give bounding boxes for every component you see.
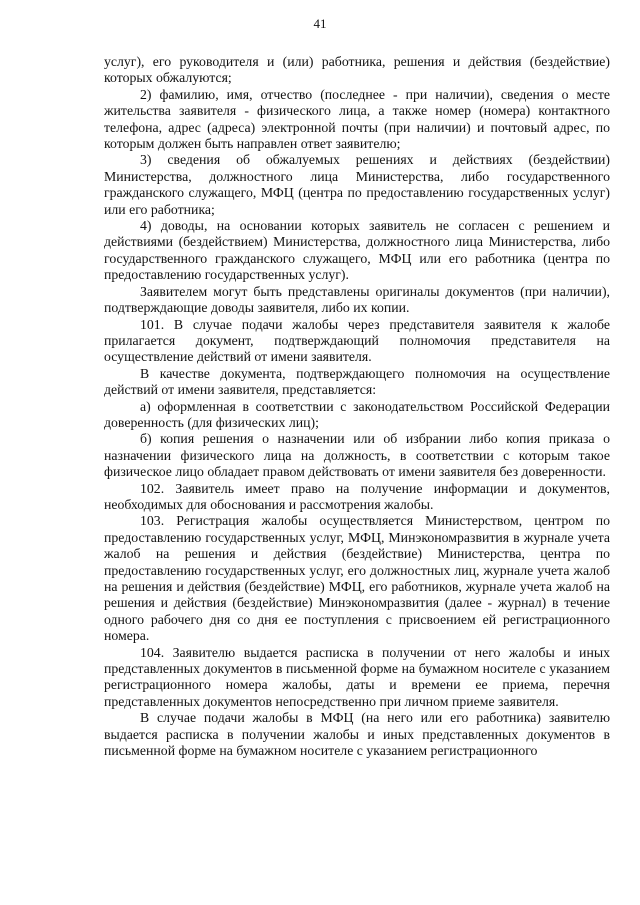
paragraph: В качестве документа, подтверждающего полномочия на осуществление действий от имени заявителя, представляется: [104,365,610,398]
paragraph: Заявителем могут быть представлены оригиналы документов (при наличии), подтверждающие доводы заявителя, либо их копии. [104,283,610,316]
paragraph-104: 104. Заявителю выдается расписка в получении от него жалобы и иных представленных документов в письменной форме на бумажном носителе с указанием регистрационного номера жалобы, даты и времени ее приема, перечня представленных документов непосредственно при личном приеме заявителя. [104,644,610,709]
paragraph-item-4: 4) доводы, на основании которых заявитель не согласен с решением и действиями (бездействием) Министерства, должностного лица Министерства, либо государственного гражданского служащего, МФЦ или его работника (центра по предоставлению государственных услуг). [104,218,610,283]
paragraph-102: 102. Заявитель имеет право на получение информации и документов, необходимых для обоснования и рассмотрения жалобы. [104,480,610,512]
document-body [104,54,610,759]
paragraph-item-a: а) оформленная в соответствии с законодательством Российской Федерации доверенность (для физических лиц); [104,398,610,430]
paragraph-item-b: б) копия решения о назначении или об избрании либо копия приказа о назначении физического лица на должность, в соответствии с которым такое физическое лицо обладает правом действовать от имени заявителя без доверенности. [104,431,610,480]
paragraph: В случае подачи жалобы в МФЦ (на него или его работника) заявителю выдается расписка в получении жалобы и иных представленных документов в письменной форме на бумажном носителе с указанием регистрационного [104,710,610,759]
paragraph-item-2: 2) фамилию, имя, отчество (последнее - при наличии), сведения о месте жительства заявителя - физического лица, а также номер (номера) контактного телефона, адрес (адреса) электронной почты (при наличии) и почтовый адрес, по которым должен быть направлен ответ заявителю; [104,86,610,152]
paragraph-item-3: 3) сведения об обжалуемых решениях и действиях (бездействии) Министерства, должностного лица Министерства, либо государственного гражданского служащего, МФЦ (центра по предоставлению государственных услуг) или его работника; [104,152,610,217]
page-number: 41 [313,16,327,31]
paragraph-101: 101. В случае подачи жалобы через представителя заявителя к жалобе прилагается документ, подтверждающий полномочия представителя на осуществление действий от имени заявителя. [104,316,610,365]
paragraph: услуг), его руководителя и (или) работника, решения и действия (бездействие) которых обжалуются; [104,54,610,86]
paragraph-103: 103. Регистрация жалобы осуществляется Министерством, центром по предоставлению государственных услуг, МФЦ, Минэкономразвития в журнале учета жалоб на решения и действия (бездействие) Министерства, центра по предоставлению государственных услуг, его должностных лиц, журнале учета жалоб на решения и действия (бездействие) МФЦ, его работников, журнале учета жалоб на решения и действия (бездействие) Минэкономразвития (далее - журнал) в течение одного рабочего дня со дня ее поступления с присвоением ей регистрационного номера. [104,513,610,644]
